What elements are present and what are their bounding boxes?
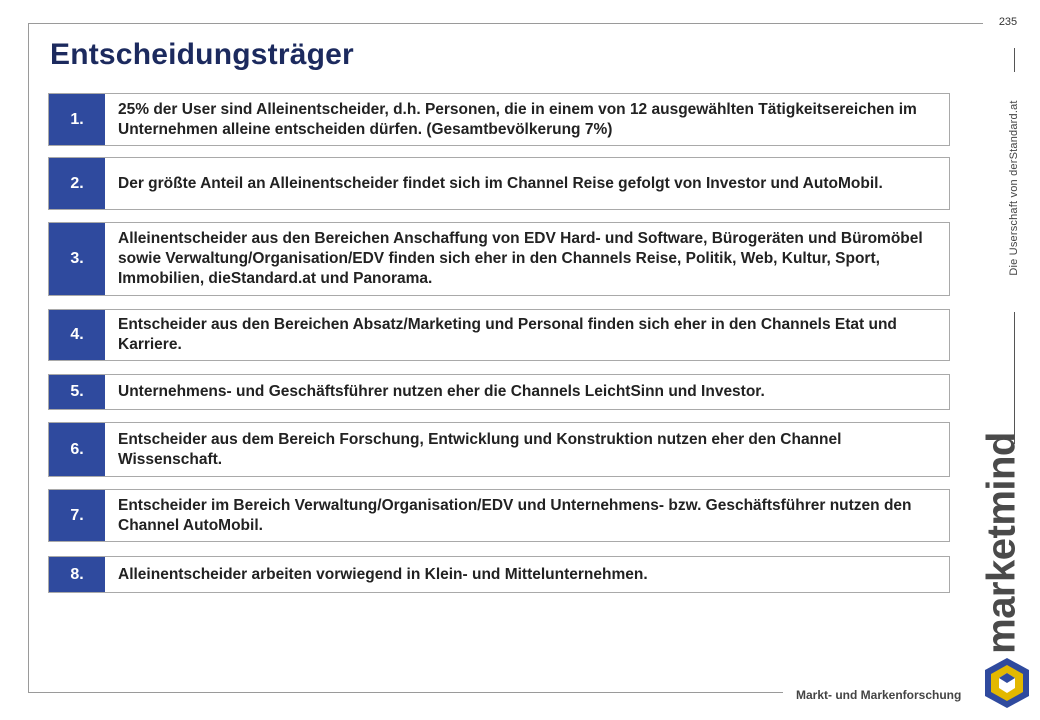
finding-item-3 <box>48 222 950 296</box>
finding-number-badge: 1. <box>49 94 105 145</box>
finding-text: Entscheider im Bereich Verwaltung/Organisation/EDV und Unternehmens- bzw. Geschäftsführer nutzen den Channel AutoMobil. <box>118 496 912 534</box>
finding-text: 25% der User sind Alleinentscheider, d.h. Personen, die in einem von 12 ausgewählten Tätigkeitsereichen im Unternehmen alleine entscheiden dürfen. (Gesamtbevölkerung 7%) <box>118 100 917 138</box>
finding-number-badge: 7. <box>49 490 105 541</box>
finding-item-4 <box>48 309 950 361</box>
sidebar-rule-top <box>1014 48 1015 72</box>
frame-left-rule <box>28 23 29 693</box>
footer-tagline: Markt- und Markenforschung <box>796 688 962 702</box>
finding-item-1 <box>48 93 950 146</box>
finding-text: Alleinentscheider aus den Bereichen Anschaffung von EDV Hard- und Software, Bürogeräten und Büromöbel sowie Verwaltung/Organisation/EDV finden sich eher in den Channels Reise, Politik, Web, Kultur, Sport, Immobilien, dieStandard.at und Panorama. <box>118 230 923 287</box>
marketmind-cube-logo-icon <box>982 656 1032 710</box>
page-number: 235 <box>998 16 1018 28</box>
finding-number-badge: 3. <box>49 223 105 295</box>
frame-bottom-rule <box>28 692 783 693</box>
finding-text: Unternehmens- und Geschäftsführer nutzen eher die Channels LeichtSinn und Investor. <box>118 383 765 400</box>
marketmind-logo-wordmark: marketmind <box>979 432 1024 654</box>
finding-item-2 <box>48 157 950 210</box>
finding-text: Der größte Anteil an Alleinentscheider findet sich im Channel Reise gefolgt von Investor und AutoMobil. <box>118 174 883 192</box>
finding-number-badge: 2. <box>49 158 105 209</box>
sidebar-caption: Die Userschaft von derStandard.at <box>1008 100 1020 276</box>
finding-text: Alleinentscheider arbeiten vorwiegend in Klein- und Mittelunternehmen. <box>118 565 648 583</box>
sidebar-rule-middle <box>1014 312 1015 444</box>
finding-item-8 <box>48 556 950 593</box>
finding-number-badge: 5. <box>49 375 105 409</box>
finding-text: Entscheider aus den Bereichen Absatz/Marketing und Personal finden sich eher in den Channels Etat und Karriere. <box>118 316 897 353</box>
finding-item-7 <box>48 489 950 542</box>
finding-number-badge: 8. <box>49 557 105 592</box>
finding-item-5 <box>48 374 950 410</box>
finding-number-badge: 6. <box>49 423 105 476</box>
frame-top-rule <box>28 23 983 24</box>
finding-number-badge: 4. <box>49 310 105 360</box>
page-title: Entscheidungsträger <box>50 38 354 71</box>
finding-item-6 <box>48 422 950 477</box>
finding-text: Entscheider aus dem Bereich Forschung, Entwicklung und Konstruktion nutzen eher den Channel Wissenschaft. <box>118 430 842 468</box>
